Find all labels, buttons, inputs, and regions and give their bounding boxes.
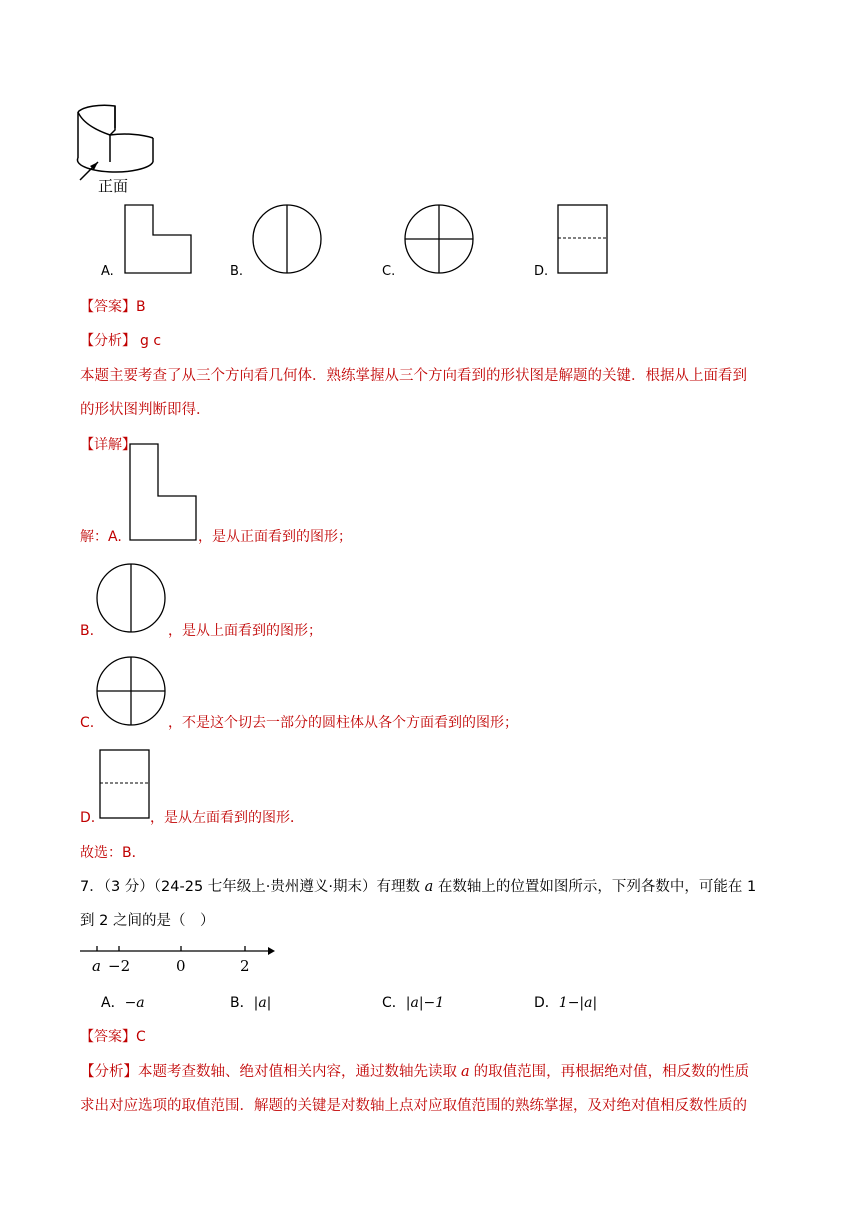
option-b-shape	[252, 204, 324, 276]
option-d-shape	[557, 204, 609, 276]
axis-label-two: 2	[240, 957, 250, 975]
q7-option-a	[101, 993, 145, 1013]
q6-answer-line	[80, 297, 146, 317]
q7-stem-line1	[80, 877, 756, 897]
q7-option-d-expr: 1−|a|	[558, 995, 598, 1011]
front-label: 正面	[98, 177, 129, 195]
option-b-label: B.	[230, 264, 244, 279]
q7-option-a-expr: −a	[124, 995, 145, 1011]
q7-stem-line2: 到 2 之间的是（ ）	[80, 913, 215, 929]
q7-analysis-l1a: 本题考查数轴、绝对值相关内容，通过数轴先读取	[138, 1064, 457, 1080]
q7-analysis-var: a	[461, 1064, 470, 1080]
q7-option-b	[230, 993, 271, 1013]
sol-b-shape	[96, 563, 168, 635]
q7-analysis-head: 【分析】	[80, 1064, 138, 1080]
sol-a-prefix: 解：A.	[80, 529, 122, 545]
answer-value: B	[136, 299, 146, 315]
q7-answer-line	[80, 1027, 146, 1047]
axis-label-a: a	[92, 957, 101, 975]
option-a-label: A.	[101, 264, 114, 279]
analysis-head: 【分析】	[80, 333, 136, 349]
sol-d-label: D.	[80, 810, 96, 826]
axis-label-minus2: −2	[108, 957, 131, 975]
sol-a-shape	[129, 443, 199, 543]
sol-b-text: ，是从上面看到的图形；	[168, 623, 322, 639]
q7-analysis-line2: 求出对应选项的取值范围．解题的关键是对数轴上点对应取值范围的熟练掌握，及对绝对值相反数性质的	[80, 1098, 747, 1114]
q7-analysis-l1b: 的取值范围，再根据绝对值，相反数的性质	[473, 1064, 750, 1080]
option-c-label: C.	[382, 264, 396, 279]
sol-c-label: C.	[80, 715, 95, 731]
q6-analysis-head-line	[80, 331, 161, 351]
q7-option-c	[382, 993, 444, 1013]
sol-b-label: B.	[80, 623, 95, 639]
sol-d-shape	[99, 749, 151, 821]
q7-option-c-expr: |a|−1	[405, 995, 445, 1011]
q7-option-a-label: A．	[101, 995, 125, 1011]
sol-c-shape	[96, 656, 168, 728]
detail-head: 【详解】	[80, 437, 136, 453]
q6-analysis-line1: 本题主要考查了从三个方向看几何体．熟练掌握从三个方向看到的形状图是解题的关键．根据从上面看到	[80, 368, 747, 384]
answer-head: 【答案】	[80, 299, 136, 315]
q7-stem-var: a	[424, 879, 434, 895]
sol-a-text: ，是从正面看到的图形；	[198, 529, 352, 545]
q7-option-b-expr: |a|	[253, 995, 272, 1011]
q7-answer-value: C	[136, 1029, 146, 1045]
q7-option-d	[534, 993, 597, 1013]
option-a-shape	[124, 204, 194, 274]
sol-c-text: ，不是这个切去一部分的圆柱体从各个方面看到的图形；	[168, 715, 518, 731]
sol-d-text: ，是从左面看到的图形．	[150, 810, 304, 826]
q6-analysis-line2: 的形状图判断即得．	[80, 402, 211, 418]
option-d-label: D.	[534, 264, 549, 279]
q7-stem-a: 7．（3 分）（24-25 七年级上·贵州遵义·期末）有理数	[80, 879, 421, 895]
q7-analysis-line1	[80, 1062, 749, 1082]
q7-option-d-label: D．	[534, 995, 559, 1011]
q7-option-c-label: C．	[382, 995, 406, 1011]
choose-line: 故选：B．	[80, 845, 146, 861]
option-c-shape	[404, 204, 476, 276]
analysis-code: g c	[140, 333, 162, 349]
q7-stem-b: 在数轴上的位置如图所示，下列各数中，可能在 1	[437, 879, 757, 895]
q7-answer-head: 【答案】	[80, 1029, 136, 1045]
q7-option-b-label: B．	[230, 995, 254, 1011]
axis-label-zero: 0	[176, 957, 186, 975]
